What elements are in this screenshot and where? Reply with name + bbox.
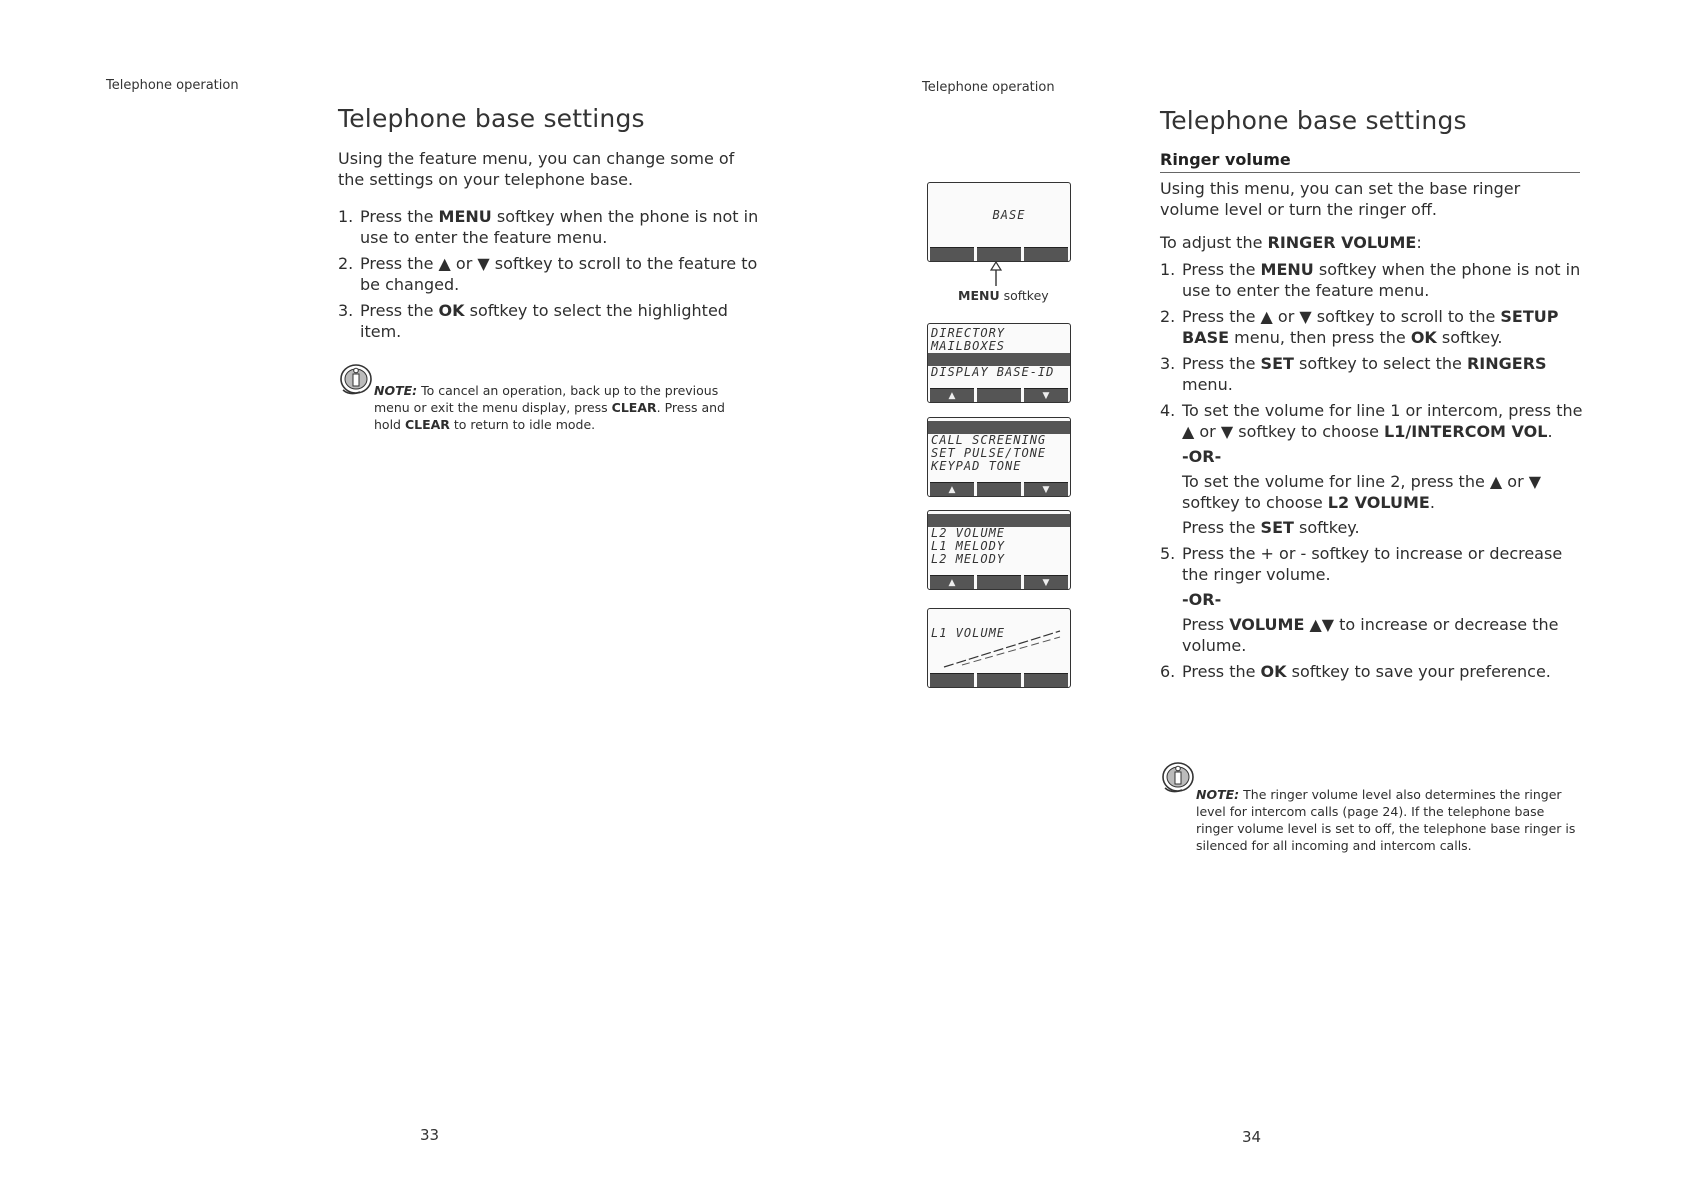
step-4: 4. To set the volume for line 1 or intercom, press the ▲ or ▼ softkey to choose L1/INTERCOM VOL. -OR- To set the volume for line 2, press the ▲ or ▼ softkey to choose L2 VOLUME. Press the SET softkey.	[1160, 400, 1590, 538]
note-right: NOTE: The ringer volume level also determines the ringer level for intercom calls (page 24). If the telephone base ringer volume level is set to off, the telephone base ringer is silenced for all incoming and intercom calls.	[1196, 787, 1576, 853]
step-6: 6. Press the OK softkey to save your preference.	[1160, 662, 1551, 681]
step-5-alternative: Press VOLUME ▲▼ to increase or decrease the volume.	[1182, 615, 1559, 655]
step-3: 3. Press the OK softkey to select the highlighted item.	[338, 301, 728, 341]
section-rule	[1160, 172, 1580, 173]
or-divider: -OR-	[1182, 447, 1222, 466]
step-2: 2. Press the ▲ or ▼ softkey to scroll to the feature to be changed.	[338, 254, 758, 294]
note-info-icon	[1160, 760, 1196, 796]
step-3: 3. Press the SET softkey to select the RINGERS menu.	[1160, 354, 1547, 394]
page-title-right: Telephone base settings	[1160, 106, 1467, 135]
running-header-left: Telephone operation	[106, 78, 239, 93]
or-divider: -OR-	[1182, 590, 1222, 609]
note-info-icon	[338, 362, 374, 398]
step-1: 1. Press the MENU softkey when the phone is not in use to enter the feature menu.	[1160, 260, 1581, 300]
step-5: 5. Press the + or - softkey to increase or decrease the ringer volume. -OR- Press VOLUME ▲▼ to increase or decrease the volume.	[1160, 543, 1590, 656]
lcd-softkey-bar	[928, 673, 1070, 687]
intro-right: Using this menu, you can set the base ringer volume level or turn the ringer off.	[1160, 179, 1521, 219]
lcd-screen-menu-3: L2 VOLUME L1 MELODY L2 MELODY ▲ ▼	[927, 510, 1071, 590]
running-header-right: Telephone operation	[922, 80, 1055, 95]
lcd-screen-idle	[927, 182, 1071, 262]
volume-ramp-icon	[942, 625, 1066, 669]
lcd-softkey-bar: ▲ ▼	[928, 482, 1070, 496]
section-heading-ringer-volume: Ringer volume	[1160, 150, 1291, 169]
note-left: NOTE: To cancel an operation, back up to the previous menu or exit the menu display, press CLEAR. Press and hold CLEAR to return to idle mode.	[374, 383, 725, 432]
lcd-softkey-bar: ▲ ▼	[928, 575, 1070, 589]
adjust-intro: To adjust the RINGER VOLUME:	[1160, 233, 1422, 252]
pointer-arrow-icon	[989, 262, 1003, 286]
intro-left: Using the feature menu, you can change some of the settings on your telephone base.	[338, 149, 735, 189]
lcd-screen-menu-2: CALL SCREENING SET PULSE/TONE KEYPAD TONE ▲ ▼	[927, 417, 1071, 497]
step-4-confirm: Press the SET softkey.	[1182, 518, 1360, 537]
lcd-screen-menu-1: DIRECTORY MAILBOXES DISPLAY BASE-ID ▲ ▼	[927, 323, 1071, 403]
page-title-left: Telephone base settings	[338, 104, 645, 133]
page-number-left: 33	[420, 1126, 440, 1144]
lcd-line: BASE	[992, 208, 1026, 222]
page-number-right: 34	[1242, 1128, 1262, 1146]
steps-right	[1160, 259, 1590, 687]
step-4-alternative: To set the volume for line 2, press the ▲ or ▼ softkey to choose L2 VOLUME.	[1182, 472, 1542, 512]
step-1: 1. Press the MENU softkey when the phone is not in use to enter the feature menu.	[338, 207, 759, 247]
step-2: 2. Press the ▲ or ▼ softkey to scroll to the SETUP BASE menu, then press the OK softkey.	[1160, 307, 1559, 347]
lcd-softkey-bar	[928, 247, 1070, 261]
lcd-softkey-bar: ▲ ▼	[928, 388, 1070, 402]
steps-left	[338, 206, 768, 347]
menu-softkey-caption: MENU softkey	[958, 288, 1049, 303]
lcd-screen-volume: L1 VOLUME	[927, 608, 1071, 688]
